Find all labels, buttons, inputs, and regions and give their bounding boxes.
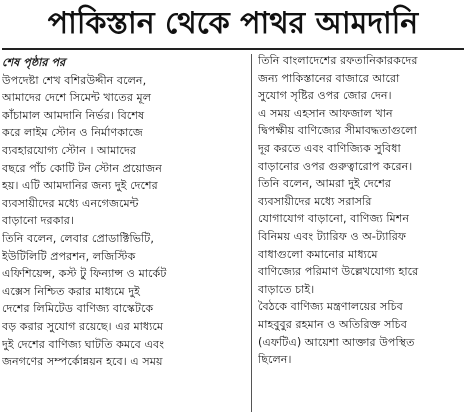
headline: পাকিস্তান থেকে পাথর আমদানি: [47, 6, 419, 41]
text-line: দূর করতে এবং বাণিজ্যিক সুবিধা: [258, 141, 401, 155]
text-line: বাড়ানো দরকার।: [2, 214, 74, 228]
text-line: ছিলেন।: [258, 353, 292, 367]
text-line: এ সময় এহসান আফজাল খান: [258, 106, 393, 120]
text-line: জন্য পাকিস্তানের বাজারে আরো: [258, 71, 400, 85]
text-line: বাড়াতে চাই।: [258, 282, 315, 296]
text-line: বাধাগুলো কমানোর মাধ্যমে: [258, 247, 378, 261]
text-line: ব্যবহারযোগ্য স্টোন । আমাদের: [2, 143, 137, 157]
text-line: এক্সেস নিশ্চিত করার মাধ্যমে দুই: [2, 284, 140, 298]
text-line: বছরে পাঁচ কোটি টন স্টোন প্রয়োজন: [2, 161, 162, 175]
continued-from-label: শেষ পৃষ্ঠার পর: [2, 56, 66, 69]
text-line: দেশের লিমিটেড বাণিজ্য বাস্কেটকে: [2, 302, 154, 316]
text-line: বড় করার সুযোগ রয়েছে। এর মাধ্যমে: [2, 319, 164, 333]
left-column: [2, 54, 246, 371]
text-line: ব্যবসায়ীদের মধ্যে এনগেজমেন্ট: [2, 196, 139, 210]
text-line: বিনিময় এবং ট্যারিফ ও অ-ট্যারিফ: [258, 229, 407, 243]
right-column: [258, 52, 464, 369]
text-line: উপদেষ্টা শেখ বশিরউদ্দীন বলেন,: [2, 73, 147, 87]
text-line: ব্যবসায়ীদের মধ্যে সরাসরি: [258, 194, 372, 208]
text-line: তিনি বলেন, লেবার প্রোডাক্টিভিটি,: [2, 231, 154, 245]
text-line: দুই দেশের বাণিজ্য ঘাটতি কমবে এবং: [2, 337, 165, 351]
text-line: জনগণের সম্পর্কোন্নয়ন হবে। এ সময়: [2, 355, 163, 369]
text-line: করে লাইম স্টোন ও নির্মাণকাজে: [2, 126, 143, 140]
headline-divider: [2, 48, 464, 50]
text-line: দ্বিপক্ষীয় বাণিজ্যের সীমাবদ্ধতাগুলো: [258, 124, 417, 138]
text-line: তিনি বলেন, আমরা দুই দেশের: [258, 177, 392, 191]
text-line: মাহবুবুর রহমান ও অতিরিক্ত সচিব: [258, 317, 407, 331]
text-line: বাণিজ্যের পরিমাণ উল্লেখযোগ্য হারে: [258, 265, 419, 279]
column-divider: [251, 54, 252, 412]
text-line: সুযোগ সৃষ্টির ওপর জোর দেন।: [258, 89, 392, 103]
text-line: এফিশিয়েন্স, কস্ট টু ফিন্যান্স ও মার্কেট: [2, 267, 167, 281]
text-line: বাড়ানোর ওপর গুরুত্বারোপ করেন।: [258, 159, 413, 173]
text-line: তিনি বাংলাদেশের রফতানিকারকদের: [258, 54, 418, 67]
text-line: ইউটিলিটি প্রপরশন, লজিস্টিক: [2, 249, 136, 263]
text-line: হয়। এটি আমদানির জন্য দুই দেশের: [2, 179, 158, 193]
text-line: আমাদের দেশে সিমেন্ট খাতের মূল: [2, 91, 152, 105]
text-line: (এফটিএ) আয়েশা আক্তার উপস্থিত: [258, 335, 415, 349]
text-line: কাঁচামাল আমদানি নির্ভর। বিশেষ: [2, 108, 145, 122]
text-line: বৈঠকে বাণিজ্য মন্ত্রণালয়ের সচিব: [258, 300, 403, 314]
text-line: যোগাযোগ বাড়ানো, বাণিজ্য মিশন: [258, 212, 410, 226]
